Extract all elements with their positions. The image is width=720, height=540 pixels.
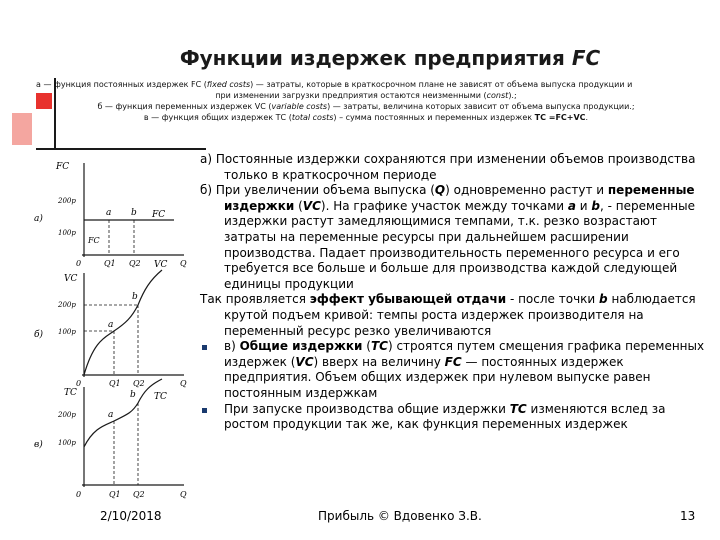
- graph-c-xq: Q: [180, 490, 187, 499]
- graph-c-y200: 200р: [58, 411, 76, 419]
- graph-a-curve-label: FC: [152, 210, 166, 220]
- graph-b-x0: 0: [76, 379, 82, 388]
- bullet-total-costs: в) Общие издержки (ТС) строятся путем смещения графика переменных издержек (VC) вверх на величину FC — постоянных издержек предприятия. Объем общих издержек при нулевом выпуске равен постоянным издержкам: [200, 339, 710, 401]
- footer-page-number: 13: [680, 509, 696, 523]
- graph-b-panel-label: б): [34, 330, 44, 340]
- graph-b-y200: 200р: [58, 301, 76, 309]
- graph-c-y-label: ТС: [64, 388, 77, 398]
- paragraph-fixed-costs: а) Постоянные издержки сохраняются при изменении объемов производства только в краткосрочном периоде: [200, 152, 696, 182]
- graph-c-curve-label: ТС: [154, 392, 167, 402]
- graph-c-x2: Q2: [133, 490, 145, 499]
- graph-a-x1: Q1: [104, 259, 116, 268]
- graph-a-x2: Q2: [129, 259, 141, 268]
- graph-c-point-a: а: [108, 410, 114, 420]
- graph-a-panel-label: а): [34, 214, 43, 224]
- graph-a-x0: 0: [76, 259, 82, 268]
- graph-b-curve-label: VC: [154, 260, 168, 270]
- definition-a-cont: при изменении загрузки предприятия остаются неизменными (const).;: [215, 91, 517, 100]
- graph-b-point-a: а: [108, 320, 114, 330]
- graph-b-x1: Q1: [109, 379, 121, 388]
- graph-c-y100: 100р: [58, 439, 76, 447]
- graph-a-y200: 200р: [58, 197, 76, 205]
- graph-a-fc-label: FC: [88, 236, 100, 245]
- graph-b-y-label: VC: [64, 274, 78, 284]
- decor-horizontal-line: [36, 148, 206, 150]
- paragraph-diminishing-returns: Так проявляется эффект убывающей отдачи - после точки b наблюдается крутой подъем кривой: темпы роста издержек производителя на переменный ресурс резко увеличиваются: [200, 292, 696, 338]
- footer-date: 2/10/2018: [100, 509, 162, 523]
- graph-b-y100: 100р: [58, 328, 76, 336]
- graph-c-point-b: b: [130, 390, 136, 400]
- graph-a-point-b: b: [131, 208, 137, 218]
- page-title: Функции издержек предприятия FC: [179, 46, 601, 70]
- definitions-block: [36, 79, 696, 123]
- definition-a: а — функция постоянных издержек FC (fixed costs) — затраты, которые в краткосрочном плане не зависят от объема выпуска продукции и: [36, 80, 633, 89]
- decor-pink-square: [12, 113, 32, 145]
- footer-author: Прибыль © Вдовенко З.В.: [318, 509, 482, 523]
- explanation-text: [200, 152, 710, 433]
- graph-c-tc-curve: [84, 379, 162, 447]
- graph-b-vc-curve: [84, 270, 162, 375]
- definition-b: б — функция переменных издержек VC (variable costs) — затраты, величина которых зависит от объема выпуска продукции.;: [97, 102, 635, 111]
- graph-a-y100: 100р: [58, 229, 76, 237]
- bullet-production-start: При запуске производства общие издержки ТС изменяются вслед за ростом продукции так же, как функция переменных издержек: [200, 402, 710, 433]
- graph-a-point-a: а: [106, 208, 112, 218]
- graph-c-x1: Q1: [109, 490, 121, 499]
- paragraph-variable-costs: б) При увеличении объема выпуска (Q) одновременно растут и переменные издержки (VC). На графике участок между точками а и b, - переменные издержки растут замедляющимися темпами, т.к. резко возрастают затраты на переменные ресурсы при дальнейшем расширении производства. Падает производительность переменного ресурса и его требуется все больше и больше для производства каждой следующей единицы продукции: [200, 183, 695, 291]
- graph-b-point-b: b: [132, 292, 138, 302]
- graph-b-xq: Q: [180, 379, 187, 388]
- graph-b-x2: Q2: [133, 379, 145, 388]
- graph-a-xq: Q: [180, 259, 187, 268]
- definition-c: в — функция общих издержек ТС (total costs) – сумма постоянных и переменных издержек ТС =FC+VC.: [143, 113, 589, 122]
- graph-c-panel-label: в): [34, 440, 43, 450]
- graph-a-y-label: FC: [56, 162, 70, 172]
- cost-graphs-figure: [34, 155, 204, 515]
- graph-c-x0: 0: [76, 490, 82, 499]
